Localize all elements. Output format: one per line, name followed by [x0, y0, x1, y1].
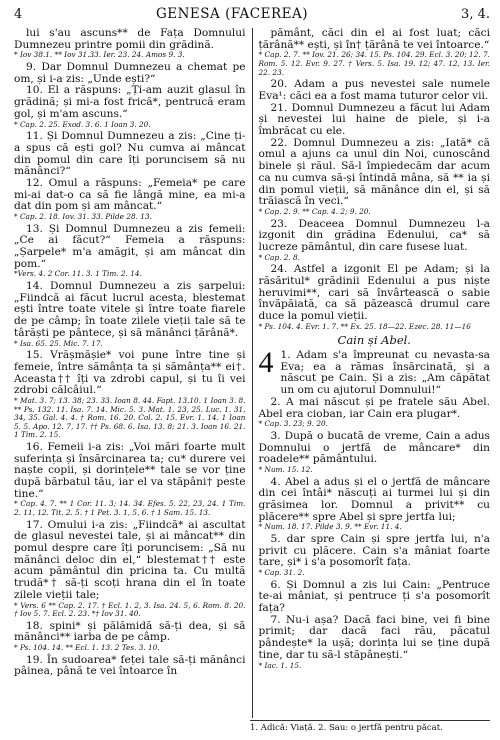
book-title: GENESA (FACEREA) [155, 6, 309, 22]
cross-reference-note: * Cap. 2. 8. [258, 252, 300, 262]
verse: 15. Vrășmășie* voi pune între tine și femeie, între sămânța ta și sămânța** ei†. Aceasta†† îți va zdrobi capul, și tu îi vei zdrobi călcâiul.“ [14, 349, 246, 397]
cross-reference-note: * Cap. 2. 18. Iov. 31. 33. Pilde 28. 13. [14, 212, 152, 222]
left-column [14, 28, 253, 718]
verse: 24. Astfel a izgonit El pe Adam; și la răsăritul* grădinii Edenului a pus niște heruvimi**, cari să învârtească o sabie învăpăiată, ca să păzească drumul care duce la pomul vieții. [258, 263, 490, 323]
verse: 6. Și Domnul a zis lui Cain: „Pentruce te-ai mâniat, și pentruce ți s'a posomorît fața? [258, 578, 490, 615]
chapter-opening-verse [258, 346, 491, 397]
verse: 7. Nu-i așa? Dacă faci bine, vei fi bine primit; dar dacă faci rău, păcatul pândește* la ușă; dorința lui se ține după tine, dar tu să-l stăpânești.“ [258, 613, 490, 661]
verse-text: 1. Adam s'a împreunat cu nevasta-sa Eva; ea a rămas însărcinată, și a născut pe Cain. Și a zis: „Am căpătat un om cu ajutorul Domnului!“ [280, 349, 490, 397]
cross-reference-note: * Isa. 65. 25. Mic. 7. 17. [14, 338, 103, 348]
cross-reference-note: * Cap. 31. 2. [258, 568, 305, 578]
page-header [14, 6, 490, 24]
verse: 13. Și Domnul Dumnezeu a zis femeii: „Ce ai făcut?“ Femeia a răspuns: „Șarpele* m'a amăgit, și am mâncat din pom.“ [14, 222, 246, 270]
page-number: 4 [14, 7, 23, 22]
cross-reference-note: * Num. 18. 17. Pilde 3. 9. ** Evr. 11. 4. [258, 522, 402, 532]
verse: 21. Domnul Dumnezeu a făcut lui Adam și nevestei lui haine de piele, și i-a îmbrăcat cu ele. [258, 101, 490, 137]
verse: 12. Omul a răspuns: „Femeia* pe care mi-ai dat-o ca să fie lângă mine, ea mi-a dat din pom și am mâncat.“ [14, 176, 246, 213]
chapter-reference: 3, 4. [461, 7, 490, 22]
text-columns [14, 28, 490, 718]
cross-reference-note: * Cap. 3. 23; 9. 20. [258, 419, 328, 429]
chapter-number: 4 [258, 346, 274, 380]
verse: 20. Adam a pus nevestei sale numele Eva¹: căci ea a fost mama tuturor celor vii. [258, 78, 490, 102]
verse: 18. spini* și pălămidă să-ți dea, și să mănânci** iarba de pe câmp. [14, 619, 246, 644]
cross-reference-note: * Cap. 2. 7. ** Iov. 21. 26; 34. 15. Ps. 104. 29. Ecl. 3. 20; 12. 7. Rom. 5. 12. Evr. 9. 27. † Vers. 5. Isa. 19. 12; 47. 12, 13. Ier. 22. 23. [258, 50, 490, 77]
page-footnotes: 1. Adică: Viață. 2. Sau: o jertfă pentru păcat. [250, 720, 490, 733]
verse: 23. Deaceea Domnul Dumnezeu l-a izgonit din grădina Edenului, ca* să lucreze pământul, din care fusese luat. [258, 217, 490, 253]
cross-reference-note: * Num. 15. 12. [258, 464, 313, 474]
cross-reference-note: * Iov 38.1. ** Iov 31.33. Ier. 23. 24. Amos 9. 3. [14, 50, 185, 60]
cross-reference-note: * Vers. 6 ** Cap. 2. 17. † Ecl. 1. 2, 3. Isa. 24. 5, 6. Rom. 8. 20. † Iov 5. 7. Ecl. 2. 23. *† Iov 31. 40. [14, 600, 246, 619]
verse: pământ, căci din el ai fost luat; căci țărână** ești, și în† țărână te vei întoarce.“ [258, 27, 490, 51]
verse: 9. Dar Domnul Dumnezeu a chemat pe om, și i-a zis: „Unde ești?“ [14, 61, 246, 85]
verse: 3. După o bucată de vreme, Cain a adus Domnului o jertfă de mâncare* din roadele** pământului. [258, 429, 490, 466]
verse: 19. În sudoarea* feței tale să-ți mănânci pâinea, până te vei întoarce în [14, 653, 246, 678]
verse: 16. Femeii i-a zis: „Voi mări foarte mult suferința și însărcinarea ta; cu* durere vei naște copii, și dorințele** tale se vor ține după bărbatul tău, iar el va stăpâni† peste tine.“ [14, 440, 246, 500]
verse: 22. Domnul Dumnezeu a zis: „Iată* că omul a ajuns ca unul din Noi, cunoscând binele și răul. Să-l împiedecăm dar acum ca nu cumva să-și întindă mâna, să ** ia și din pomul vieții, să mănânce din el, și să trăiască în veci.“ [258, 136, 490, 208]
cross-reference-note: * Cap. 2. 9. ** Cap. 4. 2; 9. 20. [258, 206, 371, 216]
cross-reference-note: * Cap. 4. 7. ** 1 Cor. 11. 3; 14. 34. Efes. 5. 22, 23, 24. 1 Tim. 2. 11, 12. Tit. 2. 5. † 1 Pet. 3. 1, 5, 6. † 1 Sam. 15. 13. [14, 499, 246, 518]
verse: 4. Abel a adus și el o jertfă de mâncare din cei întâi* născuți ai turmei lui și din grăsimea lor. Domnul a privit** cu plăcere** spre Abel și spre jertfa lui; [258, 475, 490, 523]
cross-reference-note: * Ps. 104. 4. Evr. 1. 7. ** Ex. 25. 18—22. Ezec. 28. 11—16 [258, 321, 471, 331]
right-column [253, 28, 491, 718]
verse: 2. A mai născut și pe fratele său Abel. Abel era cioban, iar Cain era plugar*. [258, 395, 490, 420]
cross-reference-note: * Ps. 104. 14. ** Ecl. 1. 13. 2 Tes. 3. 10. [14, 643, 160, 653]
cross-reference-note: * Cap. 2. 25. Exod. 3. 6. 1 Ioan 3. 20. [14, 119, 151, 129]
verse: 10. El a răspuns: „Ți-am auzit glasul în grădină; și mi-a fost frică*, pentrucă eram gol, și m'am ascuns.“ [14, 84, 246, 120]
cross-reference-note: *Vers. 4. 2 Cor. 11. 3. 1 Tim. 2. 14. [14, 269, 142, 279]
cross-reference-note: * Iac. 1. 15. [258, 660, 302, 670]
verse: 5. dar spre Cain și spre jertfa lui, n'a privit cu plăcere. Cain s'a mâniat foarte tare, și* i s'a posomorît fața. [258, 532, 490, 569]
verse: 17. Omului i-a zis: „Fiindcă* ai ascultat de glasul nevestei tale, și ai mâncat** din pomul despre care îți poruncisem: „Să nu mănânci deloc din el,“ blestemat†† este acum pământul din pricina ta. Cu multă trudă*† să-ți scoți hrana din el în toate zilele vieții tale; [14, 518, 246, 601]
verse: lui s'au ascuns** de Fața Domnului Dumnezeu printre pomii din grădină. [14, 27, 246, 51]
verse: 11. Și Domnul Dumnezeu a zis: „Cine ți-a spus că ești gol? Nu cumva ai mâncat din pomul din care îți poruncisem să nu mănânci?“ [14, 130, 246, 178]
cross-reference-note: * Mat. 3. 7; 13. 38; 23. 33. Ioan 8. 44. Fapt. 13.10. 1 Ioan 3. 8. ** Ps. 132. 11. Isa. 7. 14. Mic. 5. 3. Mat. 1. 23, 25. Luc. 1. 31, 34, 35. Gal. 4. 4. † Rom. 16. 20. Col. 2. 15. Evr. 1. 14. 1 Ioan 5. 5. Apo. 12. 7, 17. †† Ps. 68. 6. Isa. 13. 8; 21. 3. Ioan 16. 21. 1 Tim. 2. 15. [14, 395, 246, 440]
section-heading: Cain și Abel. [337, 333, 411, 348]
verse: 14. Domnul Dumnezeu a zis șarpelui: „Fiindcă ai făcut lucrul acesta, blestemat ești între toate vitele și între toate fiarele de pe câmp; în toate zilele vieții tale să te târăști pe pântece, și să mănânci țărână*. [14, 280, 246, 339]
